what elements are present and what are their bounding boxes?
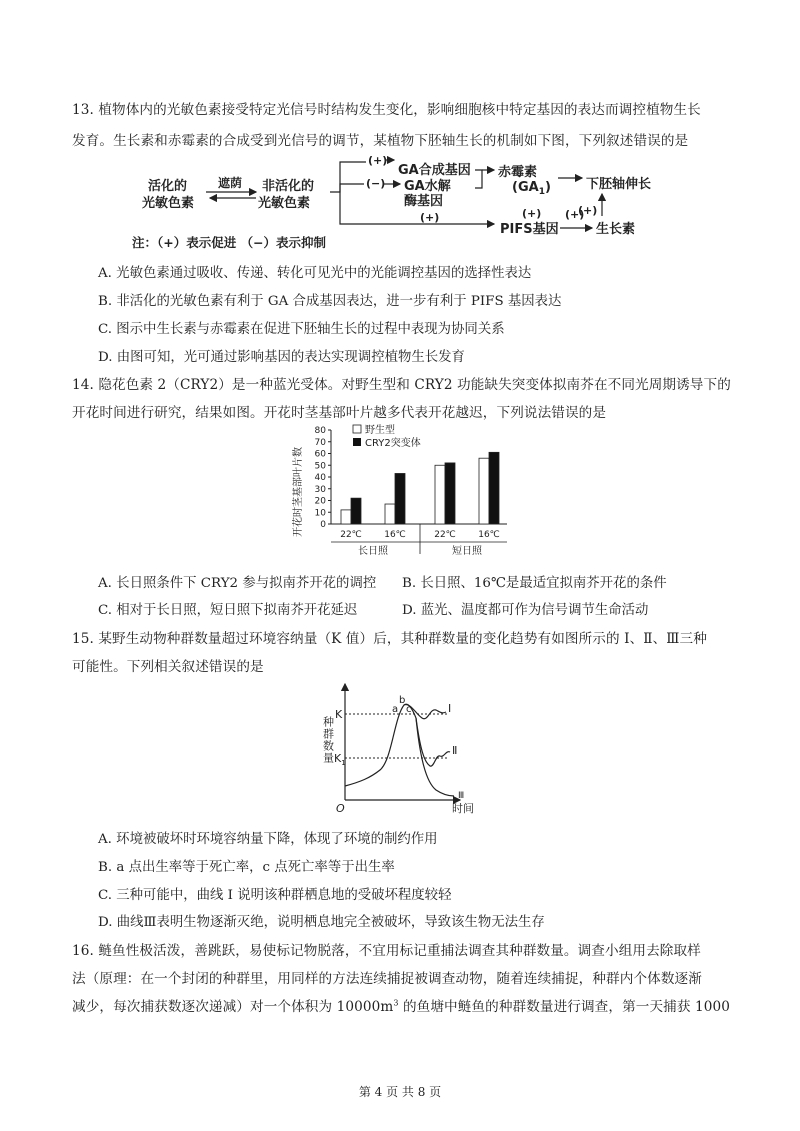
q16-superscript: 3 <box>393 998 399 1008</box>
y-tick-label: 80 <box>314 426 326 436</box>
active-phytochrome-l2: 光敏色素 <box>142 196 195 211</box>
q16-line1: 16. 鲢鱼性极活泼，善跳跃，易使标记物脱落，不宜用标记重捕法调查其种群数量。调查小组用去除取样 <box>72 943 701 959</box>
inactive-phytochrome-l2: 光敏色素 <box>258 196 311 211</box>
legend-wildtype: 野生型 <box>365 425 395 436</box>
plus-5: (+) <box>522 207 542 220</box>
ga-hydrolase-l2: 酶基因 <box>404 194 444 209</box>
q13-option-b: B. 非活化的光敏色素有利于 GA 合成基因表达，进一步有利于 PIFS 基因表达 <box>98 294 562 309</box>
bar-mutant-0 <box>351 498 361 524</box>
q13-option-d: D. 由图可知，光可通过影响基因的表达实现调控植物生长发育 <box>98 350 465 365</box>
q13-line2: 发育。生长素和赤霉素的合成受到光信号的调节，某植物下胚轴生长的机制如下图，下列叙述错误的是 <box>72 133 689 149</box>
group-label-1: 短日照 <box>452 546 482 557</box>
y-tick-label: 20 <box>314 496 326 507</box>
plus-2: (+) <box>420 211 440 224</box>
active-phytochrome-l1: 活化的 <box>148 179 188 194</box>
x-tick-label: 16℃ <box>384 530 406 540</box>
bar-wildtype-1 <box>385 504 395 524</box>
curve-ii <box>416 718 450 766</box>
y-tick-label: 40 <box>314 473 326 483</box>
graph-ylabel: 种群数量 <box>321 716 335 764</box>
q16-line3-part2: 的鱼塘中鲢鱼的种群数量进行调查，第一天捕获 1000 <box>398 999 730 1015</box>
bar-wildtype-3 <box>479 458 489 524</box>
point-b: b <box>399 695 406 706</box>
plus-3: (+) <box>578 204 598 217</box>
bar-mutant-3 <box>489 452 499 524</box>
q15-population-graph <box>300 678 500 818</box>
q14-option-c: C. 相对于长日照，短日照下拟南芥开花延迟 <box>98 603 358 618</box>
plus-1: (+) <box>368 154 388 167</box>
q15-option-a: A. 环境被破坏时环境容纳量下降，体现了环境的制约作用 <box>98 832 438 847</box>
q13-option-a: A. 光敏色素通过吸收、传递、转化可见光中的光能调控基因的选择性表达 <box>98 266 532 281</box>
y-tick-label: 70 <box>314 437 326 448</box>
curve-i-label: Ⅰ <box>448 702 452 715</box>
x-tick-label: 16℃ <box>478 530 500 540</box>
q16-line2: 法（原理：在一个封闭的种群里，用同样的方法连续捕捉被调查动物，随着连续捕捉，种群内个体数逐渐 <box>72 971 702 987</box>
hypocotyl-elongation: 下胚轴伸长 <box>586 177 652 192</box>
q15-line1: 15. 某野生动物种群数量超过环境容纳量（K 值）后，其种群数量的变化趋势有如图所示的 Ⅰ、Ⅱ、Ⅲ三种 <box>72 631 707 647</box>
q13-line1: 13. 植物体内的光敏色素接受特定光信号时结构发生变化，影响细胞核中特定基因的表达而调控植物生长 <box>72 102 701 118</box>
q16-line3 <box>72 995 730 1015</box>
ga-hydrolase-l1: GA水解 <box>404 179 451 194</box>
auxin: 生长素 <box>596 222 636 237</box>
q14-option-a: A. 长日照条件下 CRY2 参与拟南芥开花的调控 <box>98 576 377 591</box>
gibberellin: 赤霉素 <box>498 165 538 180</box>
y-tick-label: 30 <box>314 484 326 495</box>
q14-option-d: D. 蓝光、温度都可作为信号调节生命活动 <box>402 603 649 618</box>
k-label: K <box>335 708 343 721</box>
bar-mutant-2 <box>445 463 455 524</box>
legend-swatch-wildtype <box>353 425 361 433</box>
q15-option-c: C. 三种可能中，曲线 Ⅰ 说明该种群栖息地的受破坏程度较轻 <box>98 888 452 903</box>
ga1-label: $(GA_1)$ <box>512 180 551 197</box>
legend-swatch-mutant <box>353 438 361 446</box>
page-footer: 第 4 页 共 8 页 <box>358 1085 442 1099</box>
point-c: c <box>406 704 412 715</box>
q14-line2: 开花时间进行研究，结果如图。开花时茎基部叶片越多代表开花越迟，下列说法错误的是 <box>72 405 607 421</box>
bar-mutant-1 <box>395 473 405 524</box>
q13-option-c: C. 图示中生长素与赤霉素在促进下胚轴生长的过程中表现为协同关系 <box>98 322 505 337</box>
q15-line2: 可能性。下列相关叙述错误的是 <box>72 659 264 675</box>
point-a: a <box>392 704 399 715</box>
inactive-phytochrome-l1: 非活化的 <box>262 179 315 194</box>
origin-label: O <box>336 802 345 815</box>
y-tick-label: 10 <box>314 508 326 519</box>
y-tick-label: 0 <box>320 520 326 530</box>
bar-wildtype-0 <box>341 510 351 524</box>
ga-synthesis-gene: GA合成基因 <box>398 163 471 178</box>
curve-iii-label: Ⅲ <box>458 791 465 801</box>
q14-option-b: B. 长日照、16℃是最适宜拟南芥开花的条件 <box>402 576 667 591</box>
shade-label: 遮荫 <box>218 176 243 190</box>
bar-wildtype-2 <box>435 465 445 524</box>
q15-option-b: B. a 点出生率等于死亡率，c 点死亡率等于出生率 <box>98 860 395 875</box>
y-tick-label: 60 <box>314 449 326 460</box>
legend-mutant: CRY2突变体 <box>365 438 421 449</box>
x-tick-label: 22℃ <box>434 530 456 540</box>
pifs-gene: PIFS基因 <box>500 222 559 237</box>
q13-mechanism-diagram <box>130 150 690 250</box>
q16-line3-part1: 减少，每次捕获数逐次递减）对一个体积为 10000m <box>72 999 394 1015</box>
plus-4: (+) <box>565 208 585 221</box>
curve-ii-label: Ⅱ <box>452 744 458 757</box>
y-tick-label: 50 <box>314 461 326 472</box>
curve-iii <box>416 718 454 796</box>
q14-bar-chart <box>285 420 515 565</box>
q15-option-d: D. 曲线Ⅲ表明生物逐渐灭绝，说明栖息地完全被破坏，导致该生物无法生存 <box>98 915 545 930</box>
group-label-0: 长日照 <box>358 546 388 557</box>
chart-ylabel: 开花时茎基部叶片数 <box>293 447 304 537</box>
x-tick-label: 22℃ <box>340 530 362 540</box>
k1-label: $K_1$ <box>334 752 346 767</box>
minus-1: (−) <box>366 177 386 190</box>
diagram-note: 注：（+）表示促进 （−）表示抑制 <box>132 235 327 250</box>
rising-curve <box>345 704 416 786</box>
q14-line1: 14. 隐花色素 2（CRY2）是一种蓝光受体。对野生型和 CRY2 功能缺失突变体拟南芥在不同光周期诱导下的 <box>72 377 731 393</box>
graph-xlabel: 时间 <box>452 802 474 815</box>
